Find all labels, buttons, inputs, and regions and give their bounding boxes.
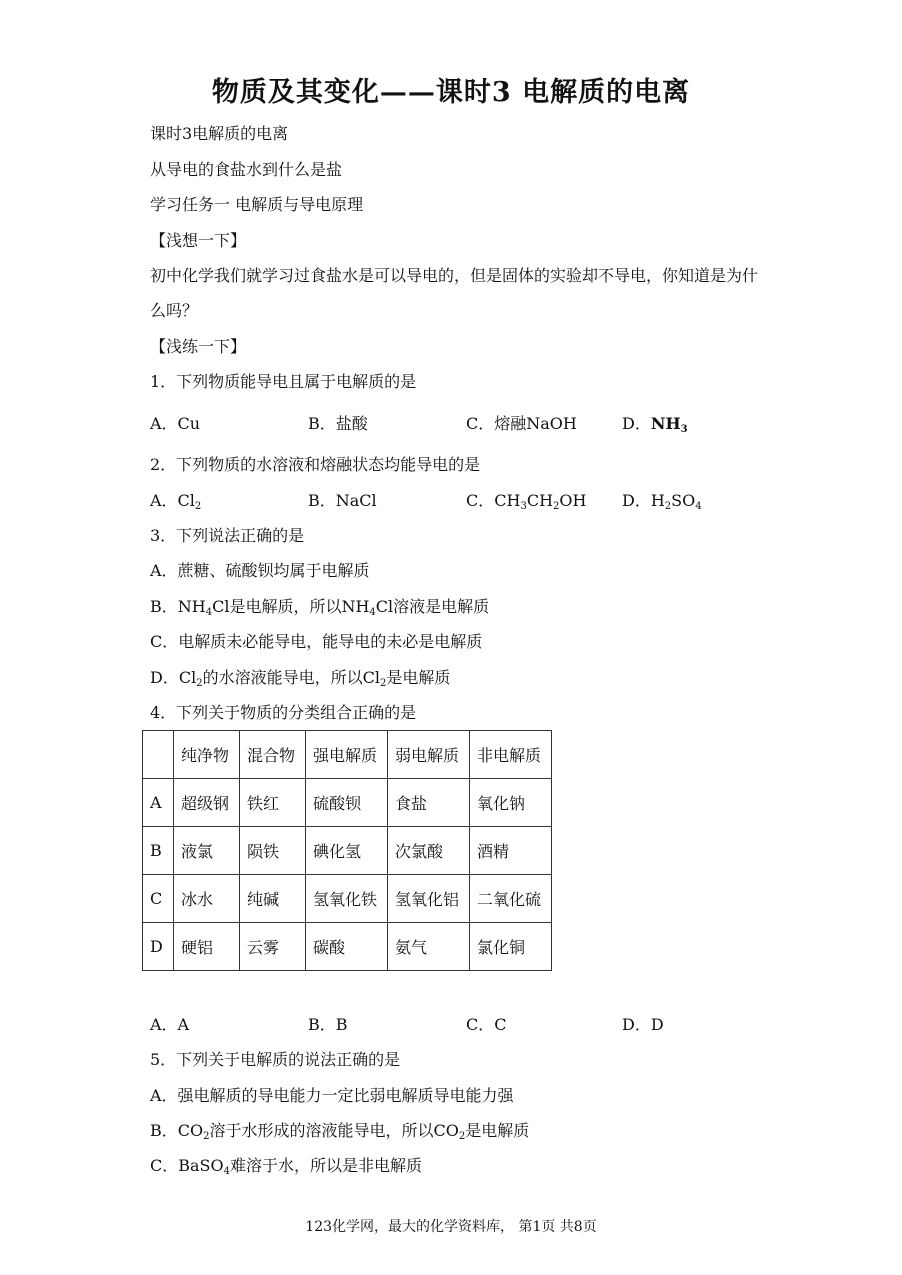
table-cell: 氢氧化铁 xyxy=(306,875,388,923)
question-4-stem: 4．下列关于物质的分类组合正确的是 xyxy=(150,703,417,722)
q2-option-b: B．NaCl xyxy=(308,491,377,510)
table-row xyxy=(143,779,552,827)
q5-option-c xyxy=(150,1156,422,1176)
table-cell: 液氯 xyxy=(174,827,240,875)
think-paragraph-line1: 初中化学我们就学习过食盐水是可以导电的，但是固体的实验却不导电，你知道是为什 xyxy=(150,266,759,285)
q5-option-c-sub: 4 xyxy=(223,1166,230,1177)
q2-option-d-sub2: 4 xyxy=(695,501,702,512)
q5-option-b-text3: 是电解质 xyxy=(465,1121,530,1140)
page-footer: 123化学网，最大的化学资料库， 第1页 共8页 xyxy=(305,1219,597,1235)
q5-option-c-text2: 难溶于水，所以是非电解质 xyxy=(230,1156,423,1175)
lesson-subtitle: 课时3电解质的电离 xyxy=(150,124,289,143)
q2-option-c-sub1: 3 xyxy=(520,501,527,512)
table-cell: 碘化氢 xyxy=(306,827,388,875)
page-title: 物质及其变化——课时3 电解质的电离 xyxy=(211,77,691,108)
q5-option-b-sub1: 2 xyxy=(203,1131,210,1142)
q2-option-d-text1: D．H xyxy=(622,491,665,510)
table-cell: D xyxy=(143,923,174,971)
table-row xyxy=(143,827,552,875)
q2-option-c-sub2: 2 xyxy=(553,501,560,512)
practice-heading: 【浅练一下】 xyxy=(150,337,247,356)
q3-option-a: A．蔗糖、硫酸钡均属于电解质 xyxy=(150,561,370,580)
q3-option-d xyxy=(150,668,450,688)
q5-option-a: A．强电解质的导电能力一定比弱电解质导电能力强 xyxy=(150,1086,514,1105)
think-paragraph-line2: 么吗？ xyxy=(150,301,199,320)
q3-option-b-text1: B．NH xyxy=(150,597,206,616)
q5-option-b xyxy=(150,1121,529,1141)
q2-option-d xyxy=(622,491,702,511)
q3-option-c: C．电解质未必能导电，能导电的未必是电解质 xyxy=(150,632,483,651)
q5-option-b-text2: 溶于水形成的溶液能导电，所以CO xyxy=(209,1121,459,1140)
table-cell: 硫酸钡 xyxy=(306,779,388,827)
question-5-stem: 5．下列关于电解质的说法正确的是 xyxy=(150,1050,401,1069)
table-cell: 二氧化硫 xyxy=(470,875,552,923)
q3-option-d-text3: 是电解质 xyxy=(386,668,451,687)
q1-option-b: B．盐酸 xyxy=(308,414,368,433)
q4-option-c: C．C xyxy=(466,1015,507,1034)
q1-option-d-label: D． xyxy=(622,414,651,433)
q4-option-a: A．A xyxy=(150,1015,190,1034)
table-cell: 氧化钠 xyxy=(470,779,552,827)
q3-option-b-text3: Cl溶液是电解质 xyxy=(375,597,490,616)
q2-option-a-sub: 2 xyxy=(194,501,202,512)
table-cell: 纯碱 xyxy=(240,875,306,923)
table-header-row xyxy=(143,731,552,779)
q2-option-c-text1: C．CH xyxy=(466,491,521,510)
q1-option-d-sub: 3 xyxy=(680,424,688,435)
table-row xyxy=(143,875,552,923)
think-heading: 【浅想一下】 xyxy=(150,231,247,250)
task-heading: 学习任务一 电解质与导电原理 xyxy=(150,195,364,214)
q1-option-a: A．Cu xyxy=(150,414,201,433)
table-header-cell: 非电解质 xyxy=(470,731,552,779)
classification-table xyxy=(142,730,552,971)
q5-option-b-text1: B．CO xyxy=(150,1121,204,1140)
q3-option-b xyxy=(150,597,489,617)
table-cell: 氯化铜 xyxy=(470,923,552,971)
q3-option-d-sub1: 2 xyxy=(196,678,203,689)
q5-option-b-sub2: 2 xyxy=(458,1131,466,1142)
q2-option-c-text3: OH xyxy=(559,491,587,510)
q1-option-d-formula xyxy=(651,414,688,433)
question-3-stem: 3．下列说法正确的是 xyxy=(150,526,305,545)
table-cell: 食盐 xyxy=(388,779,470,827)
table-cell: 超级钢 xyxy=(174,779,240,827)
q3-option-d-text1: D．Cl xyxy=(150,668,197,687)
q3-option-d-text2: 的水溶液能导电，所以Cl xyxy=(202,668,380,687)
q2-option-a xyxy=(150,491,201,511)
q2-option-d-text2: SO xyxy=(671,491,696,510)
table-header-cell: 弱电解质 xyxy=(388,731,470,779)
table-header-cell: 混合物 xyxy=(240,731,306,779)
question-2-stem: 2．下列物质的水溶液和熔融状态均能导电的是 xyxy=(150,455,481,474)
table-header-cell: 强电解质 xyxy=(306,731,388,779)
table-cell: A xyxy=(143,779,174,827)
q1-option-c: C．熔融NaOH xyxy=(466,414,577,433)
q2-option-c xyxy=(466,491,586,511)
question-1-stem: 1．下列物质能导电且属于电解质的是 xyxy=(150,372,417,391)
table-cell: 氢氧化铝 xyxy=(388,875,470,923)
table-row xyxy=(143,923,552,971)
table-cell: 冰水 xyxy=(174,875,240,923)
q3-option-b-sub1: 4 xyxy=(205,607,213,618)
q3-option-b-sub2: 4 xyxy=(369,607,376,618)
q2-option-a-text: A．Cl xyxy=(150,491,195,510)
table-cell: 氨气 xyxy=(388,923,470,971)
table-cell: B xyxy=(143,827,174,875)
table-cell: 云雾 xyxy=(240,923,306,971)
q1-option-d xyxy=(622,414,688,434)
table-cell: 陨铁 xyxy=(240,827,306,875)
q4-option-b: B．B xyxy=(308,1015,348,1034)
table-header-cell xyxy=(143,731,174,779)
q5-option-c-text1: C．BaSO xyxy=(150,1156,224,1175)
lead-line: 从导电的食盐水到什么是盐 xyxy=(150,160,343,179)
table-cell: 铁红 xyxy=(240,779,306,827)
table-header-cell: 纯净物 xyxy=(174,731,240,779)
q1-option-d-main: NH xyxy=(650,414,681,433)
q3-option-b-text2: Cl是电解质，所以NH xyxy=(212,597,370,616)
table-cell: 碳酸 xyxy=(306,923,388,971)
q3-option-d-sub2: 2 xyxy=(379,678,387,689)
table-cell: 酒精 xyxy=(470,827,552,875)
table-cell: 次氯酸 xyxy=(388,827,470,875)
q4-option-d: D．D xyxy=(622,1015,664,1034)
q2-option-c-text2: CH xyxy=(526,491,554,510)
table-cell: 硬铝 xyxy=(174,923,240,971)
q2-option-d-sub1: 2 xyxy=(664,501,672,512)
table-cell: C xyxy=(143,875,174,923)
